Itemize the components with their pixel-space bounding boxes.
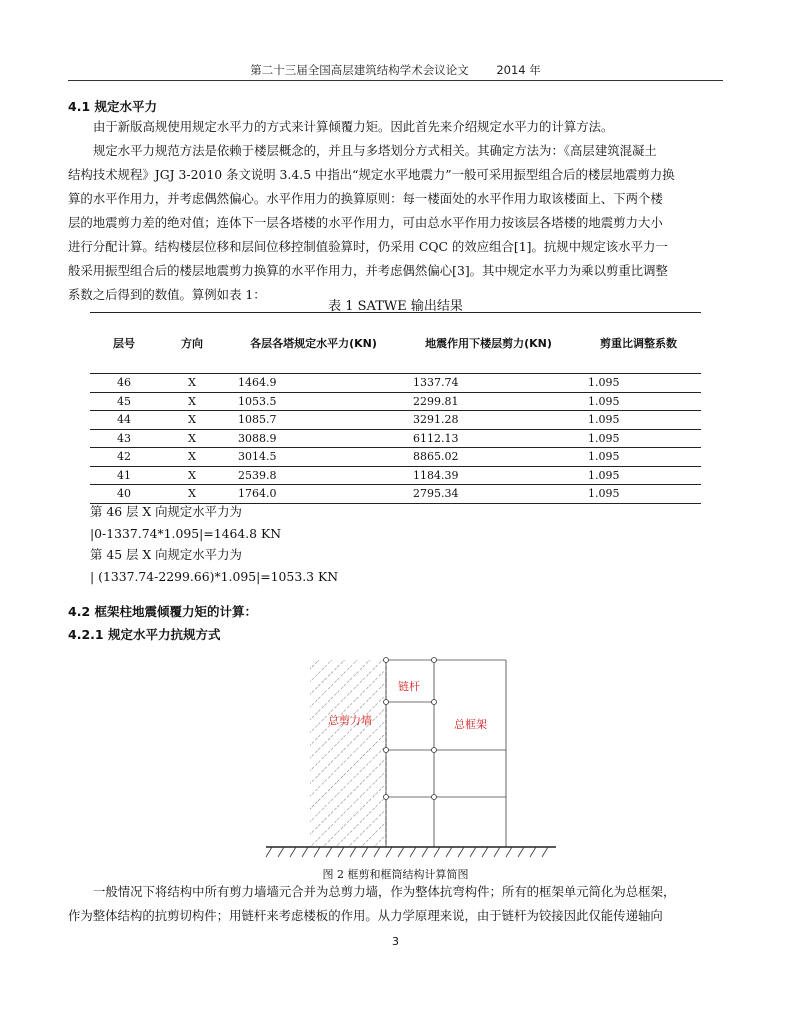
cell-direction: X	[158, 466, 226, 485]
table-row	[90, 411, 701, 430]
cell-lateral-force: 1053.5	[226, 392, 401, 411]
paragraph-2-line: 系数之后得到的数值。算例如表 1：	[68, 287, 266, 302]
hinge	[432, 795, 437, 800]
cell-lateral-force: 1464.9	[226, 374, 401, 393]
cell-direction: X	[158, 448, 226, 467]
frame-wall-diagram	[260, 655, 560, 865]
cell-direction: X	[158, 411, 226, 430]
hinge	[432, 700, 437, 705]
cell-factor: 1.095	[576, 466, 701, 485]
table-row	[90, 466, 701, 485]
cell-floor: 42	[90, 448, 158, 467]
hinge	[384, 748, 389, 753]
cell-story-shear: 3291.28	[401, 411, 576, 430]
cell-factor: 1.095	[576, 392, 701, 411]
table-row	[90, 392, 701, 411]
cell-floor: 43	[90, 429, 158, 448]
table-row	[90, 429, 701, 448]
calculation-block	[90, 501, 338, 587]
col-header-lateral-force: 各层各塔规定水平力(KN)	[226, 313, 401, 374]
cell-lateral-force: 2539.8	[226, 466, 401, 485]
cell-story-shear: 6112.13	[401, 429, 576, 448]
paragraph-2-line: 进行分配计算。结构楼层位移和层间位移控制值验算时，仍采用 CQC 的效应组合[1]。抗规中规定该水平力一	[68, 239, 668, 254]
calc-line: 第 45 层 X 向规定水平力为	[90, 547, 242, 562]
closing-line: 一般情况下将结构中所有剪力墙墙元合并为总剪力墙，作为整体抗弯构件；所有的框架单元简化为总框架，	[93, 884, 676, 899]
label-shear-wall: 总剪力墙	[328, 714, 372, 727]
cell-factor: 1.095	[576, 448, 701, 467]
col-header-direction: 方向	[158, 313, 226, 374]
cell-floor: 46	[90, 374, 158, 393]
satwe-table	[90, 312, 701, 504]
cell-factor: 1.095	[576, 374, 701, 393]
page-number: 3	[392, 935, 399, 948]
cell-direction: X	[158, 374, 226, 393]
section-4-2-heading: 4.2 框架柱地震倾覆力矩的计算：	[68, 604, 257, 619]
section-4-2-1-heading: 4.2.1 规定水平力抗规方式	[68, 627, 221, 642]
col-header-shear-weight-factor: 剪重比调整系数	[576, 313, 701, 374]
closing-line: 作为整体结构的抗剪切构件；用链杆来考虑楼板的作用。从力学原理来说，由于链杆为铰接因此仅能传递轴向	[68, 908, 663, 923]
label-link-bar: 链杆	[398, 680, 420, 693]
cell-lateral-force: 1764.0	[226, 485, 401, 504]
cell-direction: X	[158, 485, 226, 504]
section-4-1-heading: 4.1 规定水平力	[68, 99, 157, 114]
header-rule	[68, 80, 723, 81]
cell-factor: 1.095	[576, 411, 701, 430]
cell-floor: 40	[90, 485, 158, 504]
cell-factor: 1.095	[576, 485, 701, 504]
hinge	[384, 700, 389, 705]
cell-story-shear: 2795.34	[401, 485, 576, 504]
hinge	[384, 658, 389, 663]
paragraph-2-line: 层的地震剪力差的绝对值；连体下一层各塔楼的水平作用力，可由总水平作用力按该层各塔楼的地震剪力大小	[68, 215, 663, 230]
header-title: 第二十三届全国高层建筑结构学术会议论文	[250, 63, 469, 77]
hinge	[432, 658, 437, 663]
table-row	[90, 448, 701, 467]
cell-floor: 45	[90, 392, 158, 411]
shear-wall-hatch	[310, 660, 386, 847]
cell-lateral-force: 3014.5	[226, 448, 401, 467]
hinge	[384, 795, 389, 800]
calc-line: 第 46 层 X 向规定水平力为	[90, 504, 242, 519]
cell-lateral-force: 3088.9	[226, 429, 401, 448]
table-row	[90, 374, 701, 393]
paragraph-1: 由于新版高规使用规定水平力的方式来计算倾覆力矩。因此首先来介绍规定水平力的计算方法。	[93, 119, 614, 134]
paragraph-2-line: 规定水平力规范方法是依赖于楼层概念的，并且与多塔划分方式相关。其确定方法为：《高层建筑混凝土	[93, 143, 657, 158]
table-header-row	[90, 313, 701, 374]
label-frame: 总框架	[454, 718, 487, 731]
cell-story-shear: 1337.74	[401, 374, 576, 393]
cell-direction: X	[158, 392, 226, 411]
paragraph-2-line: 算的水平作用力，并考虑偶然偏心。水平作用力的换算原则：每一楼面处的水平作用力取该楼面上、下两个楼	[68, 191, 663, 206]
cell-floor: 44	[90, 411, 158, 430]
cell-story-shear: 8865.02	[401, 448, 576, 467]
section-4-1-body	[68, 115, 723, 307]
cell-factor: 1.095	[576, 429, 701, 448]
col-header-story-shear: 地震作用下楼层剪力(KN)	[401, 313, 576, 374]
calc-formula: | (1337.74-2299.66)*1.095|=1053.3 KN	[90, 568, 339, 584]
table-caption: 表 1 SATWE 输出结果	[328, 299, 463, 314]
closing-paragraph	[68, 880, 723, 928]
cell-floor: 41	[90, 466, 158, 485]
paragraph-2-line: 般采用振型组合后的楼层地震剪力换算的水平作用力，并考虑偶然偏心[3]。其中规定水平力为乘以剪重比调整	[68, 263, 668, 278]
cell-story-shear: 1184.39	[401, 466, 576, 485]
running-header	[0, 62, 791, 78]
ground-hatch	[266, 847, 548, 857]
cell-lateral-force: 1085.7	[226, 411, 401, 430]
cell-story-shear: 2299.81	[401, 392, 576, 411]
paragraph-2-line: 结构技术规程》JGJ 3-2010 条文说明 3.4.5 中指出“规定水平地震力”一般可采用振型组合后的楼层地震剪力换	[68, 167, 675, 182]
hinge	[432, 748, 437, 753]
header-year: 2014 年	[496, 63, 541, 77]
cell-direction: X	[158, 429, 226, 448]
col-header-floor: 层号	[90, 313, 158, 374]
figure-caption: 图 2 框剪和框筒结构计算简图	[322, 868, 469, 881]
calc-formula: |0-1337.74*1.095|=1464.8 KN	[90, 525, 282, 541]
